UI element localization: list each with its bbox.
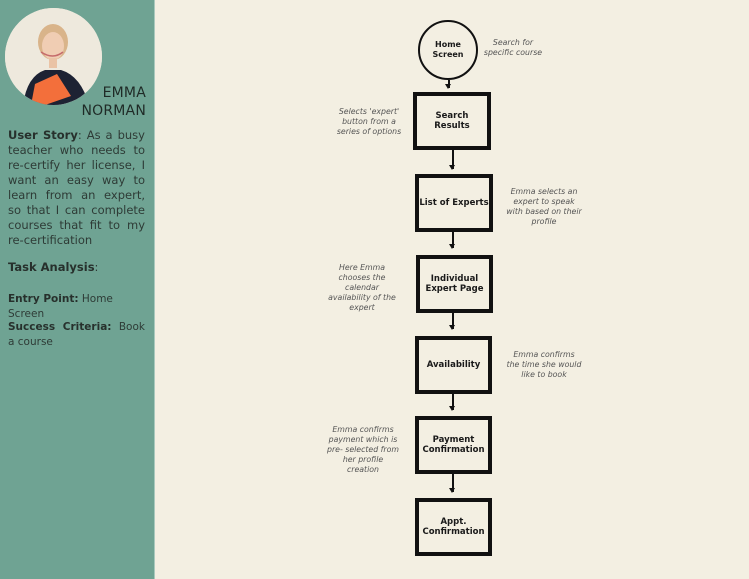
flow-step-label: Home Screen <box>432 40 464 59</box>
task-analysis-colon: : <box>94 260 99 274</box>
flow-step-label: Search Results <box>434 110 470 131</box>
flow-step-label: Individual Expert Page <box>425 273 484 294</box>
flow-step-payment-confirmation <box>415 416 492 474</box>
entry-point-label: Entry Point: <box>8 293 79 305</box>
task-analysis-label: Task Analysis <box>8 260 95 274</box>
user-story-label: User Story <box>8 128 78 142</box>
user-story <box>8 128 145 248</box>
success-criteria-value: Book a course <box>8 321 145 348</box>
arrow-down-icon <box>452 394 454 410</box>
flow-note: Emma confirms payment which is pre- selected from her profile creation <box>327 425 399 474</box>
flow-note: Here Emma chooses the calendar availability of the expert <box>328 263 396 312</box>
arrow-down-icon <box>452 232 454 248</box>
arrow-down-icon <box>448 80 450 88</box>
flow-step-search-results <box>413 92 491 150</box>
user-story-text: : As a busy teacher who needs to re-certify her license, I want an easy way to learn from an expert, so that I can complete courses that fit to my re-certification <box>8 128 145 247</box>
entry-point-value: Home Screen <box>8 293 113 320</box>
persona-last-name: NORMAN <box>81 103 146 119</box>
flow-step-label: List of Experts <box>419 197 489 208</box>
flow-step-label: Availability <box>426 359 481 370</box>
task-analysis-heading <box>8 260 145 275</box>
flow-step-list-of-experts <box>415 174 493 232</box>
flow-step-availability <box>415 336 492 394</box>
flow-note: Selects 'expert' button from a series of options <box>336 107 402 136</box>
arrow-down-icon <box>452 150 454 169</box>
persona-sidebar <box>0 0 155 579</box>
flow-step-appt-confirmation <box>415 498 492 556</box>
entry-point <box>8 292 145 322</box>
flow-note: Emma confirms the time she would like to book <box>506 350 582 379</box>
flow-step-home-screen <box>418 20 478 80</box>
arrow-down-icon <box>452 313 454 329</box>
flow-step-label: Appt. Confirmation <box>422 516 485 537</box>
flow-step-label: Payment Confirmation <box>422 434 485 455</box>
flow-note: Search for specific course <box>483 38 543 57</box>
success-criteria <box>8 320 145 350</box>
arrow-down-icon <box>452 474 454 492</box>
flow-note: Emma selects an expert to speak with based on their profile <box>506 187 582 226</box>
persona-name <box>81 84 146 120</box>
success-criteria-label: Success Criteria: <box>8 321 112 333</box>
flow-step-individual-expert-page <box>416 255 493 313</box>
persona-first-name: EMMA <box>102 85 146 101</box>
